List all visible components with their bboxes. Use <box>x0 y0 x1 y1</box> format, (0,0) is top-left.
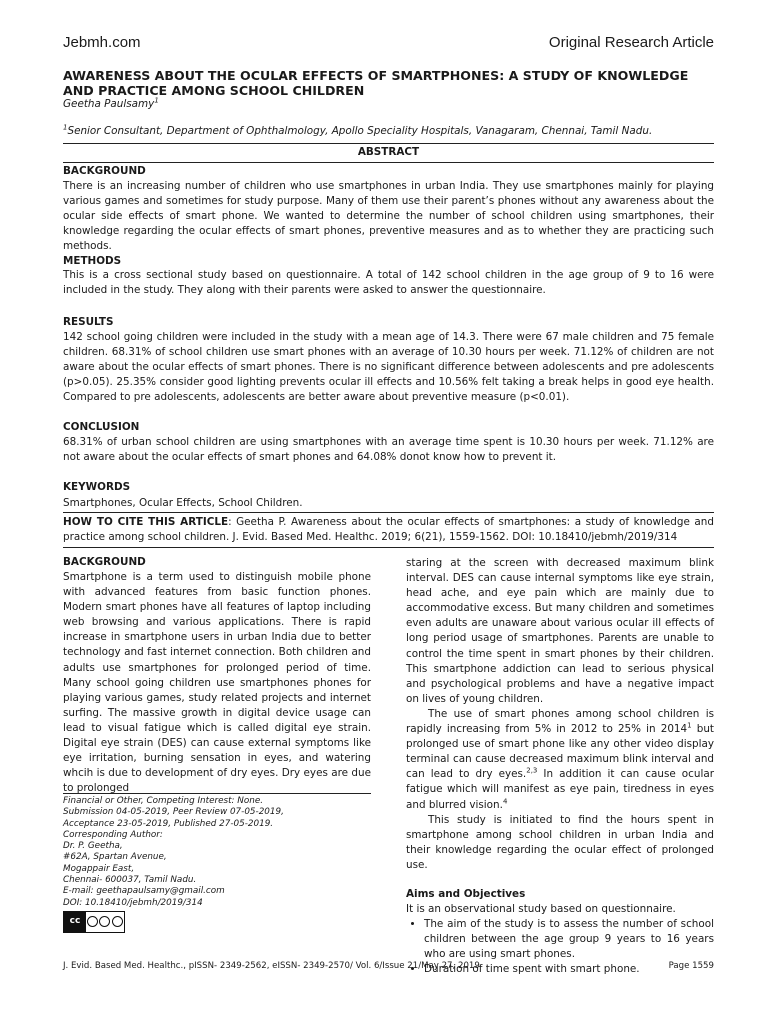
abstract-heading: ABSTRACT <box>357 146 420 158</box>
body-background-text: Smartphone is a term used to distinguish mobile phone with advanced features from basic function phones. Modern smart phones have all features of laptop including web browsing and various applications. There is rapid increase in smartphone users in urban India due to better technology and fast internet connection. Both children and adults use smartphones for prolonged period of time. Many school going children use smartphones phones for playing various games, study related projects and internet surfing. The massive growth in digital device usage can lead to visual fatigue which is called digital eye strain. Digital eye strain (DES) can cause external symptoms like eye irritation, burning sensation in eyes, and watering whcih is due to development of dry eyes. Dry eyes are due to prolonged <box>63 571 371 795</box>
fn-email[interactable]: E-mail: geethapaulsamy@gmail.com <box>63 886 225 897</box>
rule-body <box>63 547 714 548</box>
abstract-background-heading: BACKGROUND <box>63 165 146 177</box>
affiliation-sup: 1 <box>63 123 68 132</box>
journal-site[interactable]: Jebmh.com <box>63 34 141 51</box>
keywords-heading: KEYWORDS <box>63 481 131 493</box>
author-name: Geetha Paulsamy <box>63 98 155 110</box>
abstract-methods: This is a cross sectional study based on questionnaire. A total of 142 school children in the age group of 9 to 16 were included in the study. They along with their parents were asked to answer the questionnaire. <box>63 269 714 297</box>
article-type: Original Research Article <box>548 34 714 51</box>
article-title: AWARENESS ABOUT THE OCULAR EFFECTS OF SMARTPHONES: A STUDY OF KNOWLEDGE AND PRACTICE AMONG SCHOOL CHILDREN <box>63 68 689 98</box>
nd-icon <box>112 916 123 927</box>
footnote <box>63 796 371 933</box>
ref-1: 1 <box>687 721 692 730</box>
fn-corr-label: Corresponding Author: <box>63 829 163 840</box>
fn-submission: Submission 04-05-2019, Peer Review 07-05-2019, <box>63 807 284 818</box>
fn-address-3: Chennai- 600037, Tamil Nadu. <box>63 875 197 886</box>
body-p1: staring at the screen with decreased maximum blink interval. DES can cause internal symptoms like eye strain, head ache, and eye pain which are mainly due to accommodative excess. But many children and sometimes even adults are unaware about various ocular ill effects of long period usage of smartphones. Parents are unable to control the time spent in smart phones by their children. This smartphone addiction can lead to serious physical and psychological problems and have a negative impact on lives of young children. <box>406 557 714 705</box>
aims-item: • Duration of time spent with smart phone. <box>424 962 714 977</box>
ref-2-3: 2,3 <box>526 766 538 775</box>
rule-cite <box>63 512 714 513</box>
body-p2-c: In addition it can cause ocular fatigue which will manifest as eye pain, tiredness in eyes and blurred vision. <box>406 768 714 811</box>
cc-license-icons <box>86 912 124 932</box>
keywords: Smartphones, Ocular Effects, School Children. <box>63 497 303 509</box>
body-p3: This study is initiated to find the hours spent in smartphone among school children in urban India and their knowledge regarding the ocular effect of prolonged use. <box>406 813 714 871</box>
aims-intro: It is an observational study based on questionnaire. <box>406 903 676 916</box>
cite-text: : Geetha P. Awareness about the ocular effects of smartphones: a study of knowledge and practice among school children. J. Evid. Based Med. Healthc. 2019; 6(21), 1559-1562. DOI: 10.18410/jebmh/2019/314 <box>63 516 714 544</box>
author-sup: 1 <box>154 96 159 105</box>
page-number: Page 1559 <box>668 961 714 971</box>
rule-top <box>63 143 714 144</box>
body-p2-a: The use of smart phones among school children is rapidly increasing from 5% in 2012 to 25% in 2014 <box>406 707 714 736</box>
abstract-conclusion: 68.31% of urban school children are using smartphones with an average time spent is 10.30 hours per week. 71.12% are not aware about the ocular effects of smart phones and 64.08% donot know how to prevent it. <box>63 436 714 464</box>
author <box>63 98 159 110</box>
by-icon <box>87 916 98 927</box>
body-p2 <box>406 707 714 813</box>
cite-label: HOW TO CITE THIS ARTICLE <box>63 516 229 528</box>
ref-4: 4 <box>502 797 508 806</box>
how-to-cite <box>63 515 714 545</box>
creative-commons-badge[interactable] <box>63 911 125 933</box>
aims-heading: Aims and Objectives <box>406 887 526 900</box>
fn-address-2: Mogappair East, <box>63 863 135 874</box>
fn-acceptance: Acceptance 23-05-2019, Published 27-05-2019. <box>63 818 274 829</box>
spacer <box>406 873 714 887</box>
body-background-heading: BACKGROUND <box>63 556 146 568</box>
footnote-rule <box>63 793 371 794</box>
aims-item: • The aim of the study is to assess the number of school children between the age group 9 years to 16 years who are using smart phones. <box>424 917 714 962</box>
abstract-results-heading: RESULTS <box>63 316 114 328</box>
rule-abstract <box>63 162 714 163</box>
abstract-background: There is an increasing number of children who use smartphones in urban India. They use smartphones mainly for playing various games and sometimes for study purpose. Many of them use their parent’s phones without any awareness about the ocular side effects of smart phone. We wanted to determine the number of school children using smartphones, their knowledge regarding the ocular effects of smart phones, preventive measures and as to whether they are practicing such methods. <box>63 180 714 253</box>
fn-doi[interactable]: DOI: 10.18410/jebmh/2019/314 <box>63 897 203 908</box>
body-p2-b: but prolonged use of smart phone like any other video display terminal can cause decreased maximum blink interval and can lead to dry eyes. <box>406 723 714 781</box>
nc-icon <box>99 916 110 927</box>
fn-competing: Financial or Other, Competing Interest: None. <box>63 796 264 806</box>
cc-icon: cc <box>64 912 86 932</box>
abstract-results: 142 school going children were included in the study with a mean age of 14.3. There were 67 male children and 75 female children. 68.31% of school children use smart phones with an average of 10.30 hours per week. 71.12% of children are not aware about the ocular effects of smart phones. There is no significant difference between adolescents and pre adolescents (p>0.05). 25.35% consider good lighting prevents ocular ill effects and 10.56% felt taking a break helps in good eye health. Compared to pre adolescents, adolescents are better aware about preventive measure (p<0.01). <box>63 331 714 404</box>
footer-citation: J. Evid. Based Med. Healthc., pISSN- 2349-2562, eISSN- 2349-2570/ Vol. 6/Issue 21/May 27, 2019 <box>63 961 480 971</box>
body-right-column <box>406 556 714 978</box>
abstract-conclusion-heading: CONCLUSION <box>63 421 140 433</box>
affiliation-text: Senior Consultant, Department of Ophthalmology, Apollo Speciality Hospitals, Vanagaram, Chennai, Tamil Nadu. <box>67 125 653 137</box>
fn-address-1: #62A, Spartan Avenue, <box>63 852 167 863</box>
abstract-methods-heading: METHODS <box>63 255 122 267</box>
affiliation <box>63 125 652 137</box>
fn-corr-name: Dr. P. Geetha, <box>63 841 123 852</box>
